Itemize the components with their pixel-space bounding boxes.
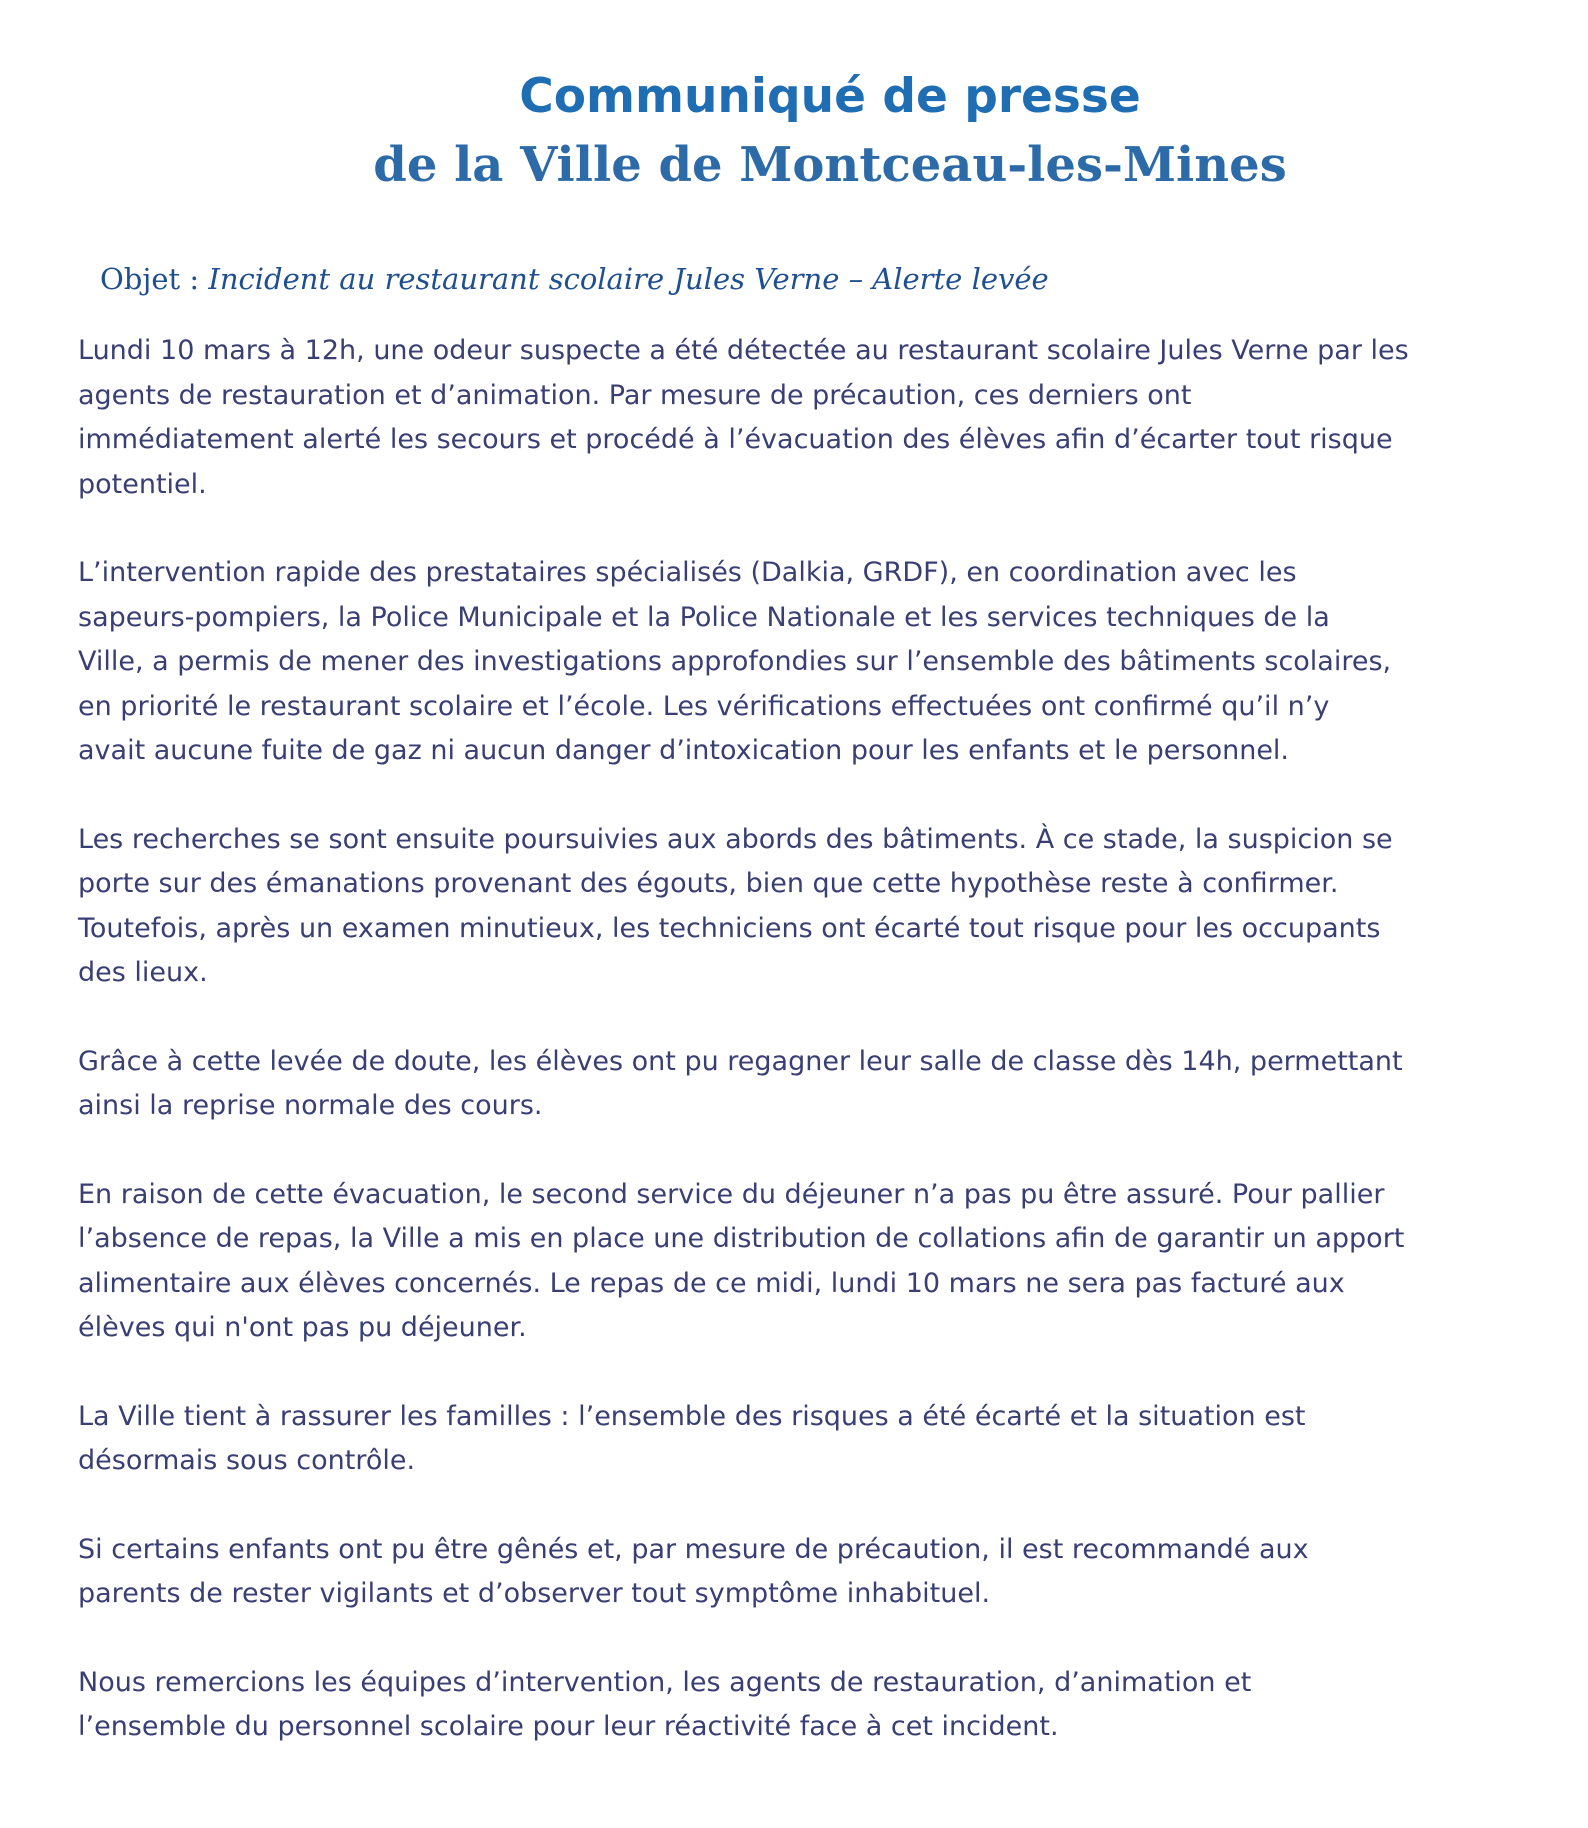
- title-block: [0, 62, 1588, 198]
- paragraph: En raison de cette évacuation, le second service du déjeuner n’a pas pu être assuré. Pour pallier l’absence de repas, la Ville a mis en place une distribution de collations afin de garantir un apport alimentaire aux élèves concernés. Le repas de ce midi, lundi 10 mars ne sera pas facturé aux élèves qui n'ont pas pu déjeuner.: [78, 1178, 1405, 1343]
- page-title: Communiqué de presse: [519, 69, 1141, 124]
- subject-label: Objet :: [100, 262, 209, 296]
- paragraph: Si certains enfants ont pu être gênés et, par mesure de précaution, il est recommandé aux parents de rester vigilants et d’observer tout symptôme inhabituel.: [78, 1533, 1309, 1609]
- paragraph: Grâce à cette levée de doute, les élèves ont pu regagner leur salle de classe dès 14h, permettant ainsi la reprise normale des cours.: [78, 1045, 1403, 1121]
- paragraph: Lundi 10 mars à 12h, une odeur suspecte a été détectée au restaurant scolaire Jules Verne par les agents de restauration et d’animation. Par mesure de précaution, ces derniers ont immédiatement alerté les secours et procédé à l’évacuation des élèves afin d’écarter tout risque potentiel.: [78, 335, 1409, 500]
- page-subtitle: de la Ville de Montceau-les-Mines: [373, 137, 1287, 193]
- subject-line: [100, 262, 1049, 296]
- paragraph: L’intervention rapide des prestataires spécialisés (Dalkia, GRDF), en coordination avec les sapeurs-pompiers, la Police Municipale et la Police Nationale et les services techniques de la Ville, a permis de mener des investigations approfondies sur l’ensemble des bâtiments scolaires, en priorité le restaurant scolaire et l’école. Les vérifications effectuées ont confirmé qu’il n’y avait aucune fuite de gaz ni aucun danger d’intoxication pour les enfants et le personnel.: [78, 557, 1392, 766]
- body-text: [78, 329, 1498, 1794]
- paragraph: La Ville tient à rassurer les familles : l’ensemble des risques a été écarté et la situation est désormais sous contrôle.: [78, 1400, 1306, 1476]
- paragraph: Nous remercions les équipes d’intervention, les agents de restauration, d’animation et l’ensemble du personnel scolaire pour leur réactivité face à cet incident.: [78, 1666, 1252, 1742]
- subject-text: Incident au restaurant scolaire Jules Verne – Alerte levée: [208, 262, 1049, 296]
- paragraph: Les recherches se sont ensuite poursuivies aux abords des bâtiments. À ce stade, la suspicion se porte sur des émanations provenant des égouts, bien que cette hypothèse reste à confirmer. Toutefois, après un examen minutieux, les techniciens ont écarté tout risque pour les occupants des lieux.: [78, 823, 1393, 988]
